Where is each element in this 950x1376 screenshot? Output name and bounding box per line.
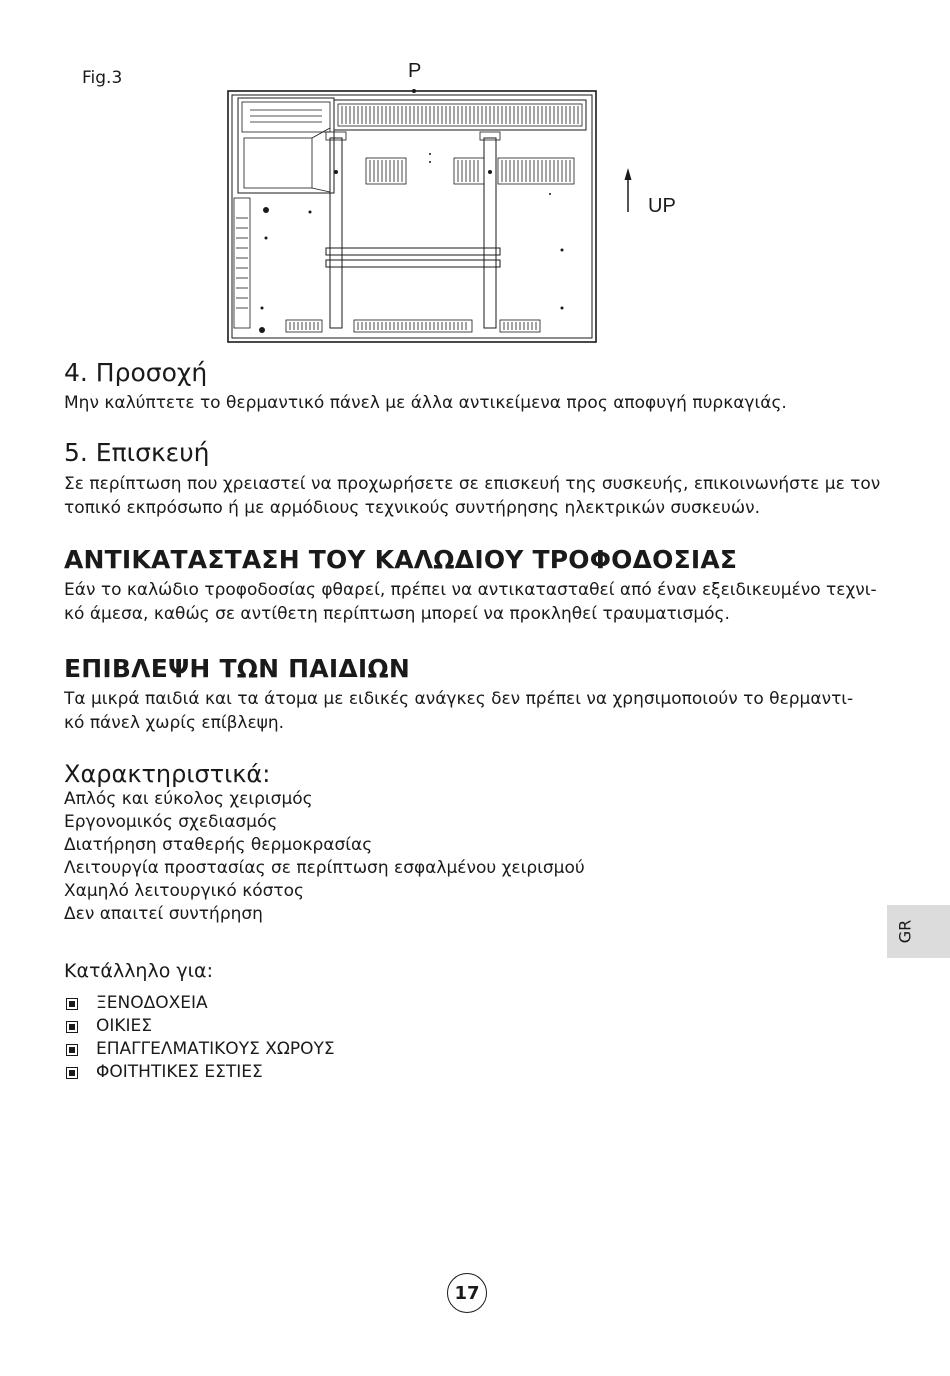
list-item: Λειτουργία προστασίας σε περίπτωση εσφαλμένου χειρισμού: [64, 858, 585, 878]
features-list: [64, 788, 884, 926]
language-tab-label: GR: [895, 919, 915, 944]
section-heading: 4. Προσοχή: [64, 358, 208, 387]
list-item-label: ΟΙΚΙΕΣ: [96, 1016, 153, 1036]
list-item: Διατήρηση σταθερής θερμοκρασίας: [64, 835, 373, 855]
section-repair: [64, 438, 884, 520]
list-item: [64, 992, 884, 1015]
list-item: [64, 1015, 884, 1038]
checkbox-square-icon: [66, 998, 78, 1010]
features-heading: Χαρακτηριστικά:: [64, 760, 271, 788]
list-item-label: ΕΠΑΓΓΕΛΜΑΤΙΚΟΥΣ ΧΩΡΟΥΣ: [96, 1039, 335, 1059]
section-child-supervision: [64, 654, 884, 735]
list-item: [64, 1038, 884, 1061]
list-item: [64, 1061, 884, 1084]
list-item: Χαμηλό λειτουργικό κόστος: [64, 881, 305, 901]
checkbox-square-icon: [66, 1044, 78, 1056]
checkbox-square-icon: [66, 1067, 78, 1079]
text-line: τοπικό εκπρόσωπο ή με αρμόδιους τεχνικούς συντήρησης ηλεκτρικών συσκευών.: [64, 498, 760, 518]
figure-label: Fig.3: [82, 68, 123, 88]
suitable-section: [64, 960, 884, 1084]
language-tab: [887, 905, 950, 958]
section-heading: ΕΠΙΒΛΕΨΗ ΤΩΝ ΠΑΙΔΙΩΝ: [64, 654, 410, 683]
figure-top-label: P: [408, 60, 422, 82]
figure-up-label: UP: [648, 195, 676, 217]
text-line: κό πάνελ χωρίς επίβλεψη.: [64, 713, 285, 733]
suitable-heading: Κατάλληλο για:: [64, 960, 213, 982]
list-item: Δεν απαιτεί συντήρηση: [64, 904, 263, 924]
section-heading: 5. Επισκευή: [64, 438, 210, 467]
list-item: Εργονομικός σχεδιασμός: [64, 812, 278, 832]
section-text: [64, 578, 884, 626]
section-text: [64, 472, 884, 520]
page-number: 17: [447, 1273, 487, 1313]
checkbox-square-icon: [66, 1021, 78, 1033]
list-item: Απλός και εύκολος χειρισμός: [64, 789, 313, 809]
list-item-label: ΞΕΝΟΔΟΧΕΙΑ: [96, 993, 208, 1013]
suitable-list: [64, 992, 884, 1084]
section-text: Μην καλύπτετε το θερμαντικό πάνελ με άλλα αντικείμενα προς αποφυγή πυρκαγιάς.: [64, 393, 787, 413]
section-caution: [64, 358, 884, 415]
text-line: Σε περίπτωση που χρειαστεί να προχωρήσετε σε επισκευή της συσκευής, επικοινωνήστε με τον: [64, 474, 881, 494]
section-heading: ΑΝΤΙΚΑΤΑΣΤΑΣΗ ΤΟΥ ΚΑΛΩΔΙΟΥ ΤΡΟΦΟΔΟΣΙΑΣ: [64, 545, 738, 574]
text-line: Τα μικρά παιδιά και τα άτομα με ειδικές ανάγκες δεν πρέπει να χρησιμοποιούν το θερμαντι-: [64, 689, 854, 709]
text-line: Εάν το καλώδιο τροφοδοσίας φθαρεί, πρέπει να αντικατασταθεί από έναν εξειδικευμένο τεχνι-: [64, 580, 877, 600]
section-text: [64, 687, 884, 735]
text-line: κό άμεσα, καθώς σε αντίθετη περίπτωση μπορεί να προκληθεί τραυματισμός.: [64, 604, 730, 624]
up-arrow-icon: [620, 168, 636, 214]
section-power-cord: [64, 545, 884, 626]
features-section: [64, 760, 884, 926]
heater-back-panel-diagram: [226, 88, 598, 344]
list-item-label: ΦΟΙΤΗΤΙΚΕΣ ΕΣΤΙΕΣ: [96, 1062, 263, 1082]
